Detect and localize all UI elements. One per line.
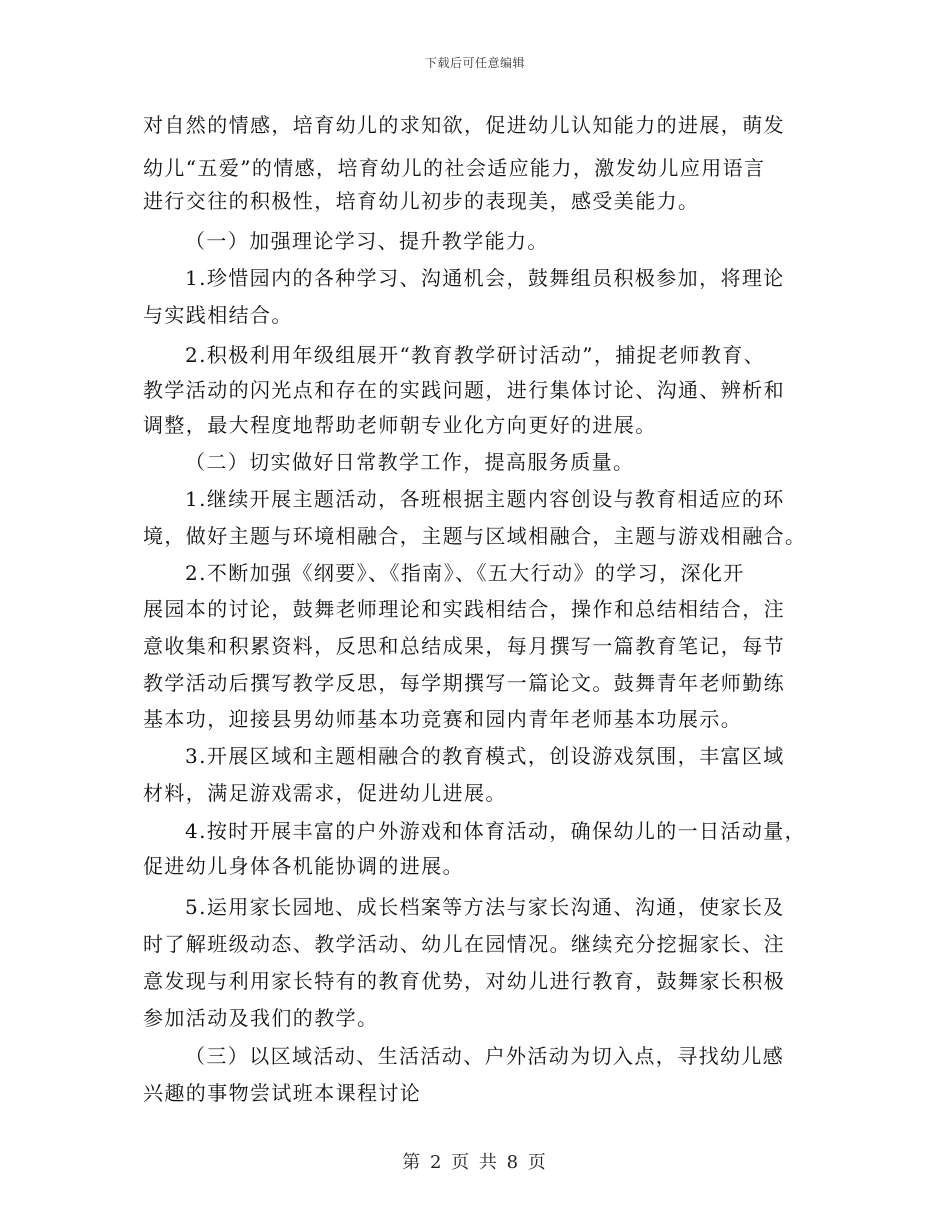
text-line: 意收集和积累资料，反思和总结成果，每月撰写一篇教育笔记，每节 (143, 634, 785, 658)
text-line: 兴趣的事物尝试班本课程讨论 (143, 1081, 422, 1105)
text-line: 与实践相结合。 (143, 303, 293, 327)
text-line: 1.继续开展主题活动，各班根据主题内容创设与教育相适应的环 (185, 487, 785, 511)
text-line: 对自然的情感，培育幼儿的求知欲，促进幼儿认知能力的进展，萌发 (143, 113, 785, 137)
text-line: 意发现与利用家长特有的教育优势，对幼儿进行教育，鼓舞家长积极 (143, 969, 785, 993)
text-line: 基本功，迎接县男幼师基本功竞赛和园内青年老师基本功展示。 (143, 707, 743, 731)
text-line: 教学活动后撰写教学反思，每学期撰写一篇论文。鼓舞青年老师勤练 (143, 671, 785, 695)
text-line: 进行交往的积极性，培育幼儿初步的表现美，感受美能力。 (143, 189, 700, 213)
text-line: 幼儿“五爱”的情感，培育幼儿的社会适应能力，激发幼儿应用语言 (143, 156, 766, 180)
text-line: 教学活动的闪光点和存在的实践问题，进行集体讨论、沟通、辨析和 (143, 378, 785, 402)
text-line: 时了解班级动态、教学活动、幼儿在园情况。继续充分挖掘家长、注 (143, 932, 785, 956)
text-line: 展园本的讨论，鼓舞老师理论和实践相结合，操作和总结相结合，注 (143, 597, 785, 621)
text-line: 调整，最大程度地帮助老师朝专业化方向更好的进展。 (143, 413, 657, 437)
page-header: 下载后可任意编辑 (424, 56, 525, 70)
text-line: 参加活动及我们的教学。 (143, 1006, 379, 1030)
section-heading-3: （三）以区域活动、生活活动、户外活动为切入点，寻找幼儿感 (185, 1044, 785, 1068)
text-line: 促进幼儿身体各机能协调的进展。 (143, 854, 464, 878)
text-line: 4.按时开展丰富的户外游戏和体育活动，确保幼儿的一日活动量， (185, 819, 807, 843)
text-line: 3.开展区域和主题相融合的教育模式，创设游戏氛围，丰富区域 (185, 744, 785, 768)
page-number: 第 2 页 共 8 页 (402, 1152, 548, 1173)
section-heading-2: （二）切实做好日常教学工作，提高服务质量。 (185, 450, 635, 474)
text-line: 1.珍惜园内的各种学习、沟通机会，鼓舞组员积极参加，将理论 (185, 266, 785, 290)
text-line: 2.积极利用年级组展开“教育教学研讨活动”，捕捉老师教育、 (185, 343, 766, 367)
text-line: 2.不断加强《纲要》、《指南》、《五大行动》的学习，深化开 (185, 561, 745, 585)
section-heading-1: （一）加强理论学习、提升教学能力。 (185, 229, 549, 253)
text-line: 5.运用家长园地、成长档案等方法与家长沟通、沟通，使家长及 (185, 895, 785, 919)
text-line: 境，做好主题与环境相融合，主题与区域相融合，主题与游戏相融合。 (143, 524, 807, 548)
text-line: 材料，满足游戏需求，促进幼儿进展。 (143, 781, 507, 805)
